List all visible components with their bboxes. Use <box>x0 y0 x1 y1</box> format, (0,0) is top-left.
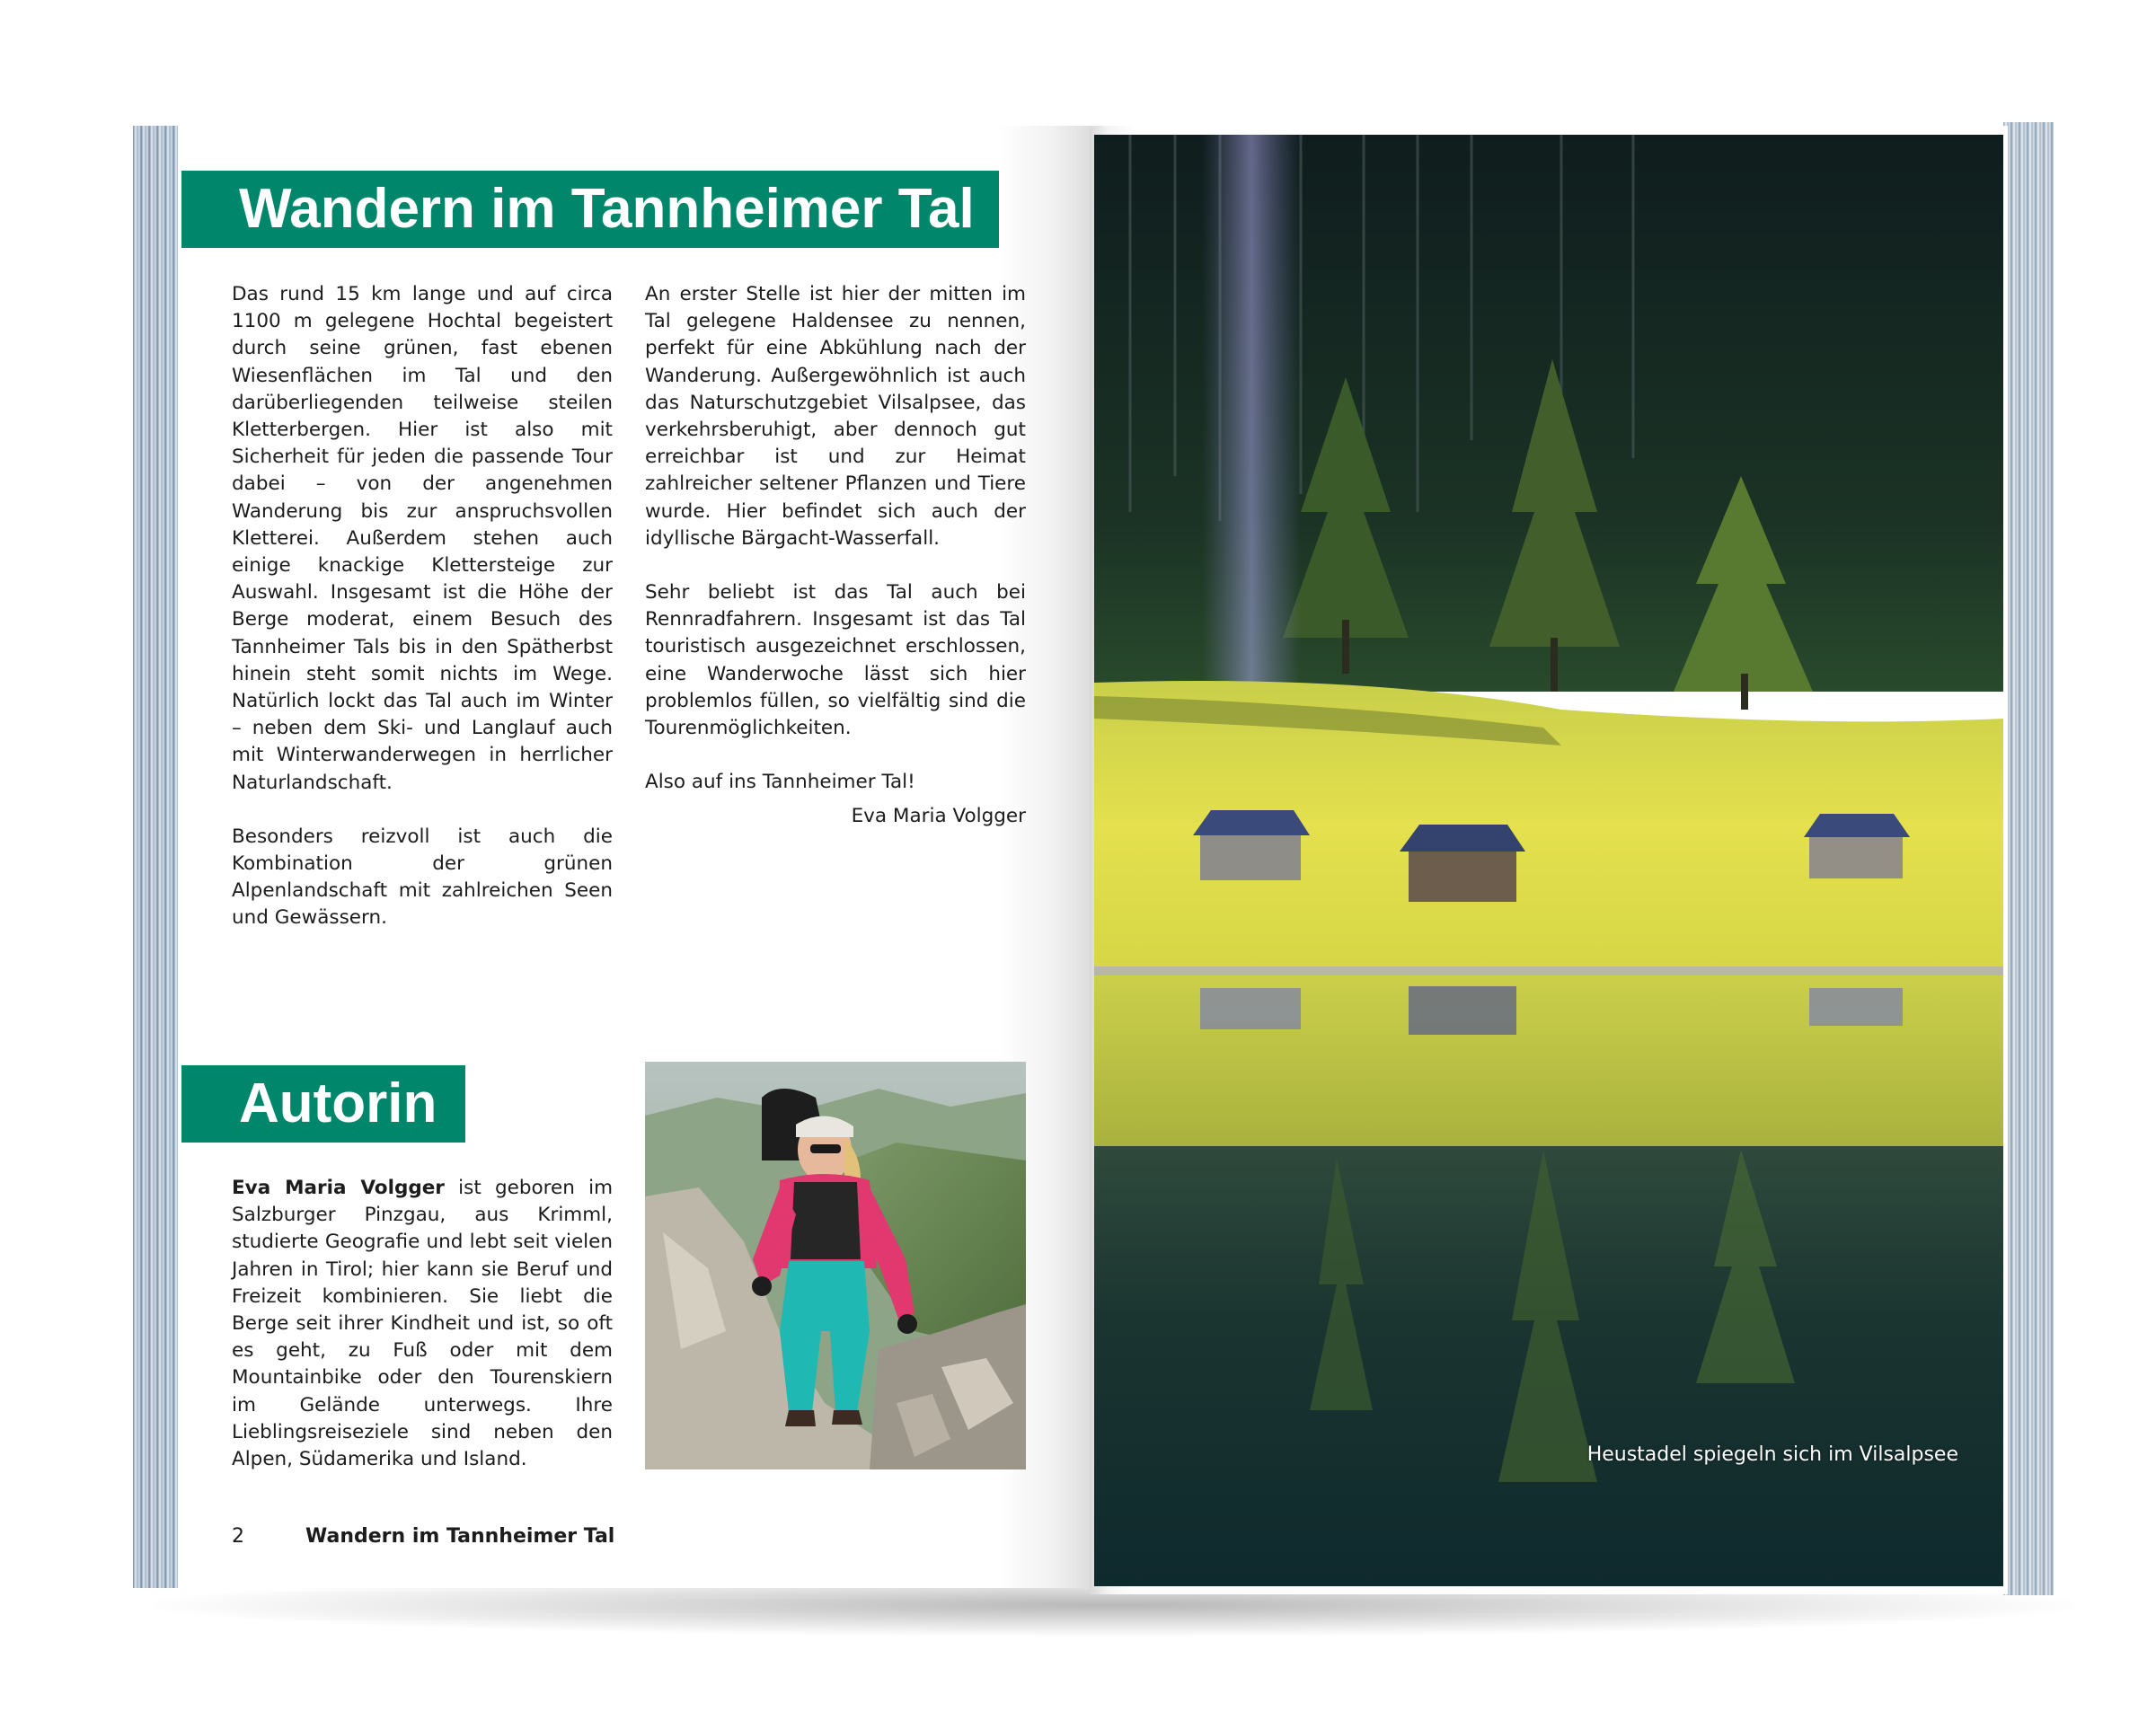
hay-barn <box>1400 825 1525 902</box>
page-edges-right <box>2003 122 2054 1595</box>
page-edges-left <box>133 126 180 1588</box>
author-bio <box>232 1175 613 1473</box>
photo-caption: Heustadel spiegeln sich im Vilsalpsee <box>1586 1443 1958 1466</box>
author-heading: Autorin <box>181 1065 465 1143</box>
author-name: Eva Maria Volgger <box>232 1177 445 1199</box>
intro-paragraph: Also auf ins Tannheimer Tal! <box>645 771 915 794</box>
hay-barn <box>1193 810 1310 880</box>
page-number: 2 <box>232 1525 244 1548</box>
lake-photo <box>1094 135 2003 1586</box>
running-footer: Wandern im Tannheimer Tal <box>305 1525 615 1548</box>
author-bio-text: ist geboren im Salzburger Pinzgau, aus Krimml, studierte Geografie und lebt seit vielen Jahren in Tirol; hier kann sie Beruf und Freizeit kombinieren. Sie liebt die Berge seit ihrer Kindheit und ist, so oft es geht, zu Fuß oder mit dem Mountainbike oder den Tourenskiern im Gelände unterwegs. Ihre Lieblingsreiseziele sind neben den Alpen, Südamerika und Island. <box>232 1177 614 1471</box>
intro-column-1 <box>232 281 613 959</box>
intro-paragraph: Das rund 15 km lange und auf circa 1100 m gelegene Hochtal begeistert durch seine grünen, fast ebenen Wiesenflächen im Tal und den darüberliegenden teilweise steilen Kletterbergen. Hier ist also mit Sicherheit für jeden die passende Tour dabei – von der angenehmen Wanderung bis zur anspruchsvollen Kletterei. Außerdem stehen auch einige knackige Klettersteige zur Auswahl. Insgesamt ist die Höhe der Berge moderat, einem Besuch des Tannheimer Tals bis in den Spätherbst hinein steht somit nichts im Wege. Natürlich lockt das Tal auch im Winter – neben dem Ski- und Langlauf auch mit Winterwanderwegen in herrlicher Naturlandschaft. <box>232 283 613 794</box>
signature: Eva Maria Volgger <box>851 805 1026 828</box>
intro-column-2 <box>645 281 1026 858</box>
intro-paragraph: Sehr beliebt ist das Tal auch bei Rennradfahrern. Insgesamt ist das Tal touristisch ausgezeichnet erschlossen, eine Wanderwoche lässt sich hier problemlos füllen, so vielfältig sind die Tourenmöglichkeiten. <box>645 581 1026 740</box>
author-photo <box>645 1062 1026 1469</box>
intro-paragraph: An erster Stelle ist hier der mitten im Tal gelegene Haldensee zu nennen, perfekt für eine Abkühlung nach der Wanderung. Außergewöhnlich ist auch das Naturschutzgebiet Vilsalpsee, das verkehrsberuhigt, aber dennoch gut erreichbar ist und zur Heimat zahlreicher seltener Pflanzen und Tiere wurde. Hier befindet sich auch der idyllische Bärgacht-Wasserfall. <box>645 283 1026 550</box>
hay-barn <box>1804 814 1910 878</box>
intro-paragraph: Besonders reizvoll ist auch die Kombination der grünen Alpenlandschaft mit zahlreichen Seen und Gewässern. <box>232 825 613 930</box>
main-heading: Wandern im Tannheimer Tal <box>181 171 999 248</box>
